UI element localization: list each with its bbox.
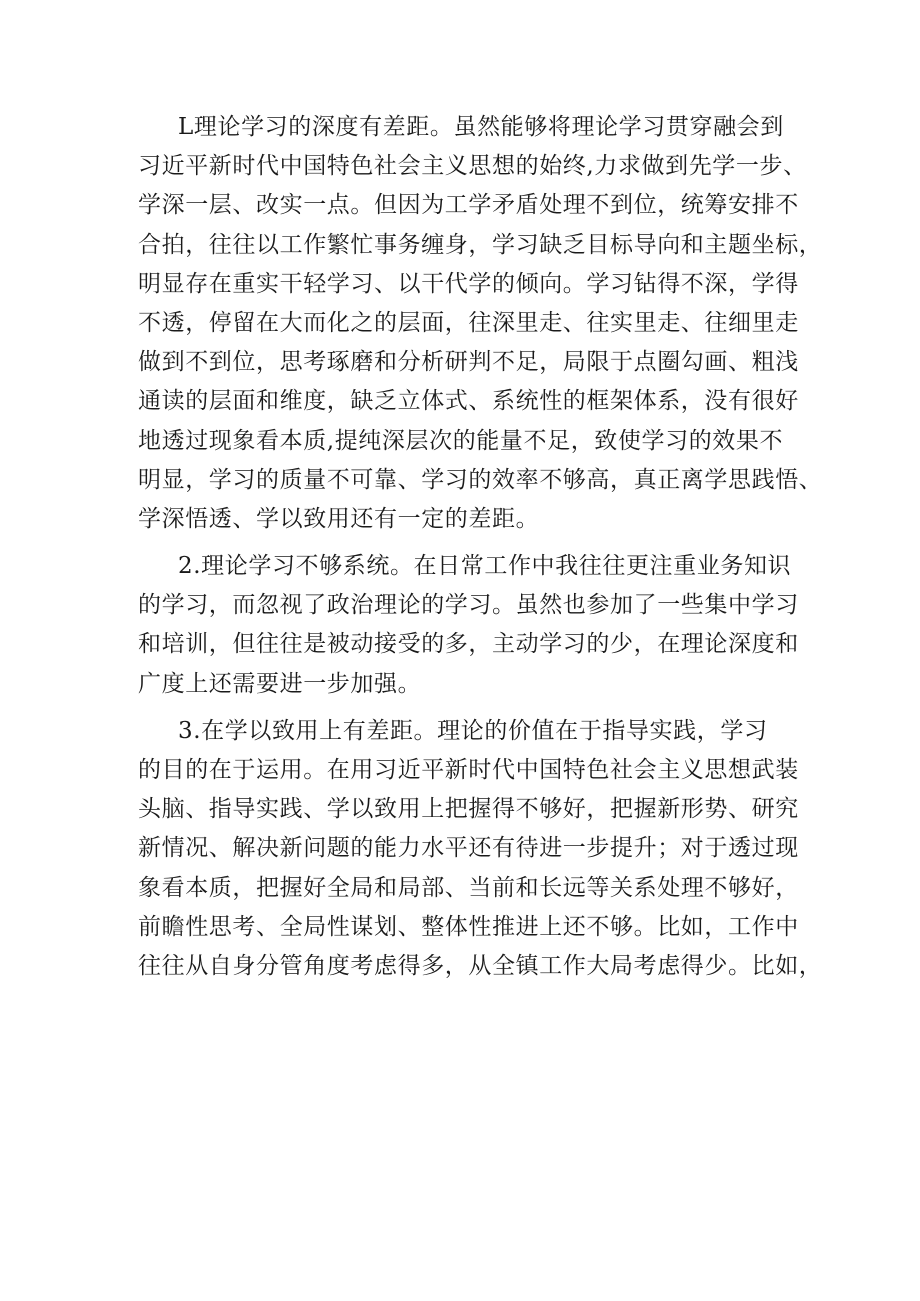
paragraph-1 (138, 108, 823, 539)
paragraph-line: 通读的层面和维度，缺乏立体式、系统性的框架体系，没有很好 (138, 388, 799, 415)
paragraph-line: 明显，学习的质量不可靠、学习的效率不够高，真正离学思践悟、 (138, 466, 823, 493)
paragraph-line: 象看本质，把握好全局和局部、当前和长远等关系处理不够好， (138, 874, 799, 901)
paragraph-line: 学深一层、改实一点。但因为工学矛盾处理不到位，统筹安排不 (138, 192, 799, 219)
paragraph-line: 的学习，而忽视了政治理论的学习。虽然也参加了一些集中学习 (138, 592, 799, 619)
paragraph-line: 和培训，但往往是被动接受的多，主动学习的少，在理论深度和 (138, 631, 799, 658)
paragraph-line: 头脑、指导实践、学以致用上把握得不够好，把握新形势、研究 (138, 796, 799, 823)
paragraph-line: 合拍，往往以工作繁忙事务缠身，学习缺乏目标导向和主题坐标， (138, 231, 823, 258)
paragraph-line: 2.理论学习不够系统。在日常工作中我往往更注重业务知识 (178, 553, 792, 580)
paragraph-line: 学深悟透、学以致用还有一定的差距。 (138, 505, 540, 532)
paragraph-line: L理论学习的深度有差距。虽然能够将理论学习贯穿融会到 (178, 114, 784, 140)
paragraph-line: 做到不到位，思考琢磨和分析研判不足，局限于点圈勾画、粗浅 (138, 349, 799, 376)
paragraph-line: 地透过现象看本质,提纯深层次的能量不足，致使学习的效果不 (138, 427, 784, 454)
paragraph-line: 习近平新时代中国特色社会主义思想的始终,力求做到先学一步、 (138, 153, 807, 180)
document-body (138, 108, 823, 994)
paragraph-line: 3.在学以致用上有差距。理论的价值在于指导实践，学习 (178, 717, 768, 744)
paragraph-3 (138, 712, 823, 986)
paragraph-line: 新情况、解决新问题的能力水平还有待进一步提升；对于透过现 (138, 835, 799, 862)
paragraph-line: 前瞻性思考、全局性谋划、整体性推进上还不够。比如，工作中 (138, 913, 799, 940)
paragraph-line: 往往从自身分管角度考虑得多，从全镇工作大局考虑得少。比如， (138, 952, 823, 979)
paragraph-line: 的目的在于运用。在用习近平新时代中国特色社会主义思想武装 (138, 757, 799, 783)
paragraph-2 (138, 547, 799, 704)
paragraph-line: 明显存在重实干轻学习、以干代学的倾向。学习钻得不深，学得 (138, 270, 799, 297)
paragraph-line: 不透，停留在大而化之的层面，往深里走、往实里走、往细里走 (138, 309, 799, 336)
paragraph-line: 广度上还需要进一步加强。 (138, 670, 422, 697)
